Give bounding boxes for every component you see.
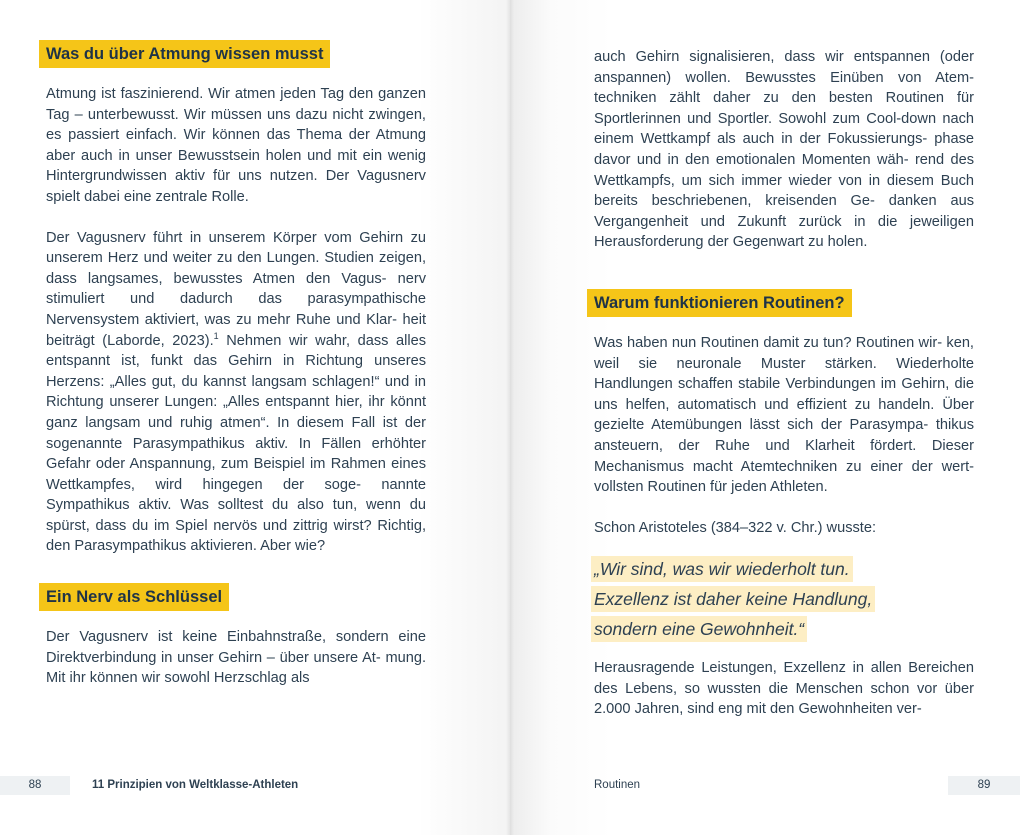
running-title-left: 11 Prinzipien von Weltklasse-Athleten [92,779,299,791]
running-title-right: Routinen [594,779,641,791]
quote-line-2: Exzellenz ist daher keine Handlung, [591,586,875,612]
right-page [510,0,1020,835]
paragraph-atemtechniken: auch Gehirn signalisieren, dass wir entspannen (oder anspannen) wollen. Bewusstes Einüben von Atem- techniken zählt daher zu den besten Routinen für Sportlerinnen und Sportler. Sowohl zum Cool-down nach einem Wettkampf als auch in der Fokussierungs- phase davor und in den emotionalen Momenten wäh- rend des Wettkampfs, um sich immer wieder von in diesem Buch bereits beschriebenen, kreisenden Ge- danken aus Vergangenheit und Zukunft zurück in die jeweiligen Herausforderung der Gegenwart zu holen. [594,49,975,251]
page-number-left: 88 [0,776,70,795]
quote-line-3: sondern eine Gewohnheit.“ [591,616,807,642]
section-heading-routinen: Warum funktionieren Routinen? [587,289,852,317]
paragraph-aristoteles: Schon Aristoteles (384–322 v. Chr.) wusste: [594,519,877,536]
paragraph-vagusnerv: Der Vagusnerv führt in unserem Körper vom Gehirn zu unserem Herz und weiter zu den Lungen. Studien zeigen, dass langsames, bewusstes Atmen den Vagus- nerv stimuliert und dadurch das parasympathische Nervensystem aktiviert, was zu mehr Ruhe und Klar- heit beiträgt (Laborde, 2023).$^1$ Nehmen wir wahr, dass alles entspannt ist, funkt das Gehirn in Richtung unseres Herzens: „Alles gut, du kannst langsam schlagen!“ und in Richtung unserer Lungen: „Alles entspannt hier, ihr könnt ganz langsam und ruhig atmen“. In diesem Fall ist der sogenannte Parasympathikus aktiv. In Fällen erhöhter Gefahr oder Anspannung, zum Beispiel im Rahmen eines Wettkampfes, wird hingegen der soge- nannte Sympathikus aktiv. Was solltest du also tun, wenn du spürst, dass du im Spiel nervös und zittrig wirst? Richtig, den Parasympathikus aktivieren. Aber wie? [46,229,427,555]
book-fold-shadow [506,0,514,835]
aristoteles-quote [594,556,974,646]
section-heading-atmung: Was du über Atmung wissen musst [39,40,330,68]
footnote-marker[interactable]: 1 [213,330,219,341]
paragraph-routinen: Was haben nun Routinen damit zu tun? Routinen wir- ken, weil sie neuronale Muster stärken. Wiederholte Handlungen schaffen stabile Verbindungen im Gehirn, die uns helfen, automatisch und effizient zu handeln. Über gezielte Atemübungen lässt sich der Parasympa- thikus ansteuern, der Ruhe und Klarheit fördert. Dieser Mechanismus macht Atemtechniken zu einer der wert- vollsten Routinen für jeden Athleten. [594,334,974,496]
left-column [46,40,426,689]
section-heading-nerv-schluessel: Ein Nerv als Schlüssel [39,583,229,611]
page-number-right: 89 [948,776,1020,795]
quote-line-1: „Wir sind, was wir wiederholt tun. [591,556,853,582]
right-column [594,47,974,720]
paragraph-atmung-intro: Atmung ist faszinierend. Wir atmen jeden Tag den ganzen Tag – unterbewusst. Wir müssen uns dazu nicht zwingen, es passiert einfach. Wir können das Thema der Atmung aber auch in unser Bewusstsein holen und mit ein wenig Hintergrundwissen aktiv für uns nutzen. Der Vagusnerv spielt dabei eine zentrale Rolle. [46,86,427,205]
paragraph-einbahnstrasse: Der Vagusnerv ist keine Einbahnstraße, sondern eine Direktverbindung in unser Gehirn – über unsere At- mung. Mit ihr können wir sowohl Herzschlag als [46,629,426,687]
paragraph-exzellenz: Herausragende Leistungen, Exzellenz in allen Bereichen des Lebens, so wussten die Menschen schon vor über 2.000 Jahren, sind eng mit den Gewohnheiten ver- [594,660,974,718]
